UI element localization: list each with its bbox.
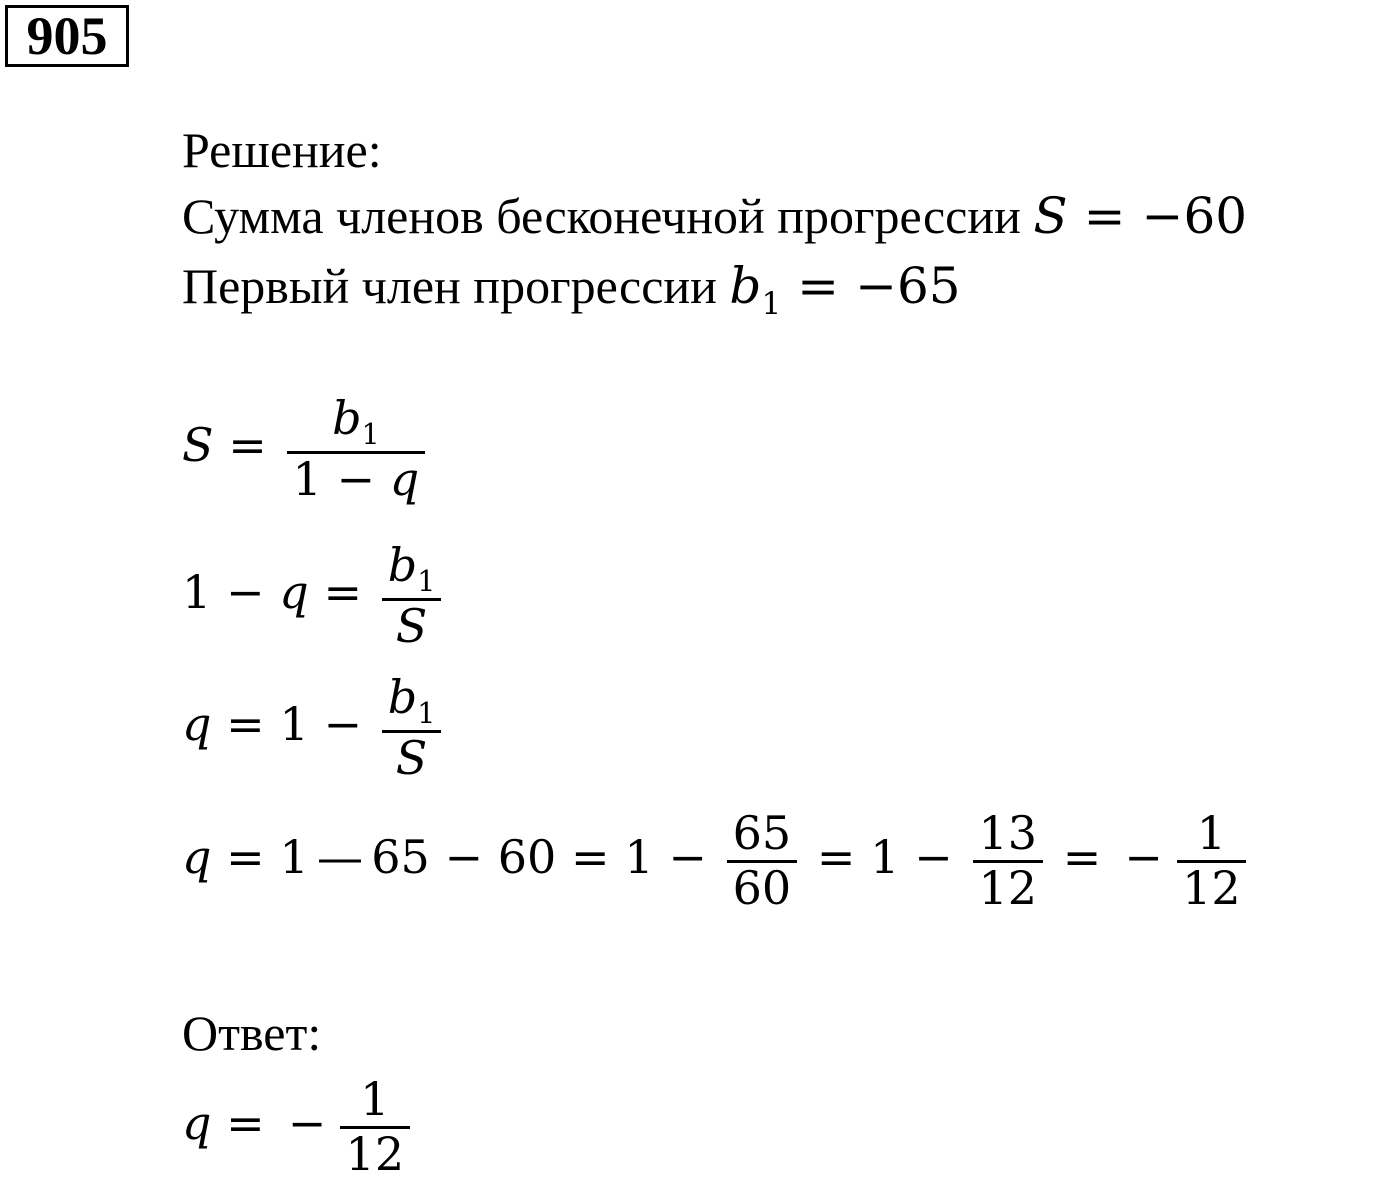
minus-sign: − [444,830,484,885]
given-first-value: −65 [855,257,961,315]
given-first-line [182,256,961,334]
formula-sum [182,393,430,505]
equals-sign: = [228,418,267,473]
var-s: S [182,418,214,473]
answer-fraction [340,1074,410,1180]
fraction-b1-over-1-minus-q [287,393,425,505]
var-q: q [182,697,212,752]
var-q: q [182,1096,212,1151]
given-sum-line [182,186,1247,246]
problem-number-box: 905 [5,5,129,67]
equals-sign: = [816,830,856,885]
given-sum-var: S [1033,187,1068,245]
equals-sign: = [226,830,265,885]
fraction-numerator: $b_1$ [387,670,436,730]
fraction-numerator: $b_1$ [332,391,380,451]
one: 1 [624,830,654,885]
fraction-65-over-60 [727,808,797,914]
fraction-numerator: 65 [732,806,792,860]
one: 1 [279,830,309,885]
fraction-denominator: S [395,730,428,785]
answer-formula [182,1074,415,1180]
formula-q-computed [182,808,1252,914]
given-first-text: Первый член прогрессии [182,258,717,314]
given-sum-text: Сумма членов бесконечной прогрессии [182,188,1021,244]
value-60: 60 [497,830,557,885]
fraction-b1-over-s [382,540,441,652]
var-q: q [182,830,212,885]
value-65: 65 [371,830,430,885]
formula-q [182,672,446,784]
equals-sign: = [571,830,610,885]
fraction-numerator: 1 [360,1072,390,1126]
equals-sign: = [226,1096,265,1151]
fraction-denominator: 1 − q [292,451,420,506]
one: 1 [870,830,900,885]
solution-label: Решение: [182,122,382,178]
one: 1 [279,697,309,752]
fraction-numerator: 1 [1196,806,1227,860]
minus-sign: − [287,1096,327,1151]
minus-sign: − [668,830,707,885]
equals-sign: = [1083,187,1126,245]
fraction-13-over-12 [973,808,1043,914]
fraction-denominator: 12 [345,1126,405,1181]
fraction-denominator: 12 [1182,860,1241,915]
fraction-numerator: 13 [978,806,1038,860]
minus-sign: − [226,565,265,620]
one: 1 [182,565,212,620]
equals-sign: = [797,257,840,315]
fraction-1-over-12 [1177,808,1247,914]
fraction-denominator: S [395,598,428,653]
equals-sign: = [323,565,362,620]
formula-one-minus-q [182,540,446,652]
answer-label: Ответ: [182,1005,322,1061]
minus-sign: − [914,830,953,885]
em-dash: — [316,830,363,885]
minus-sign: − [323,697,362,752]
fraction-denominator: 60 [732,860,792,915]
fraction-b1-over-s [382,672,441,784]
given-sum-value: −60 [1141,187,1248,245]
given-first-subscript: 1 [761,285,782,322]
equals-sign: = [1062,830,1102,885]
equals-sign: = [226,697,265,752]
var-q: q [279,565,309,620]
given-first-var: b [729,257,762,315]
fraction-denominator: 12 [978,860,1038,915]
fraction-numerator: $b_1$ [387,538,436,598]
minus-sign: − [1124,830,1163,885]
